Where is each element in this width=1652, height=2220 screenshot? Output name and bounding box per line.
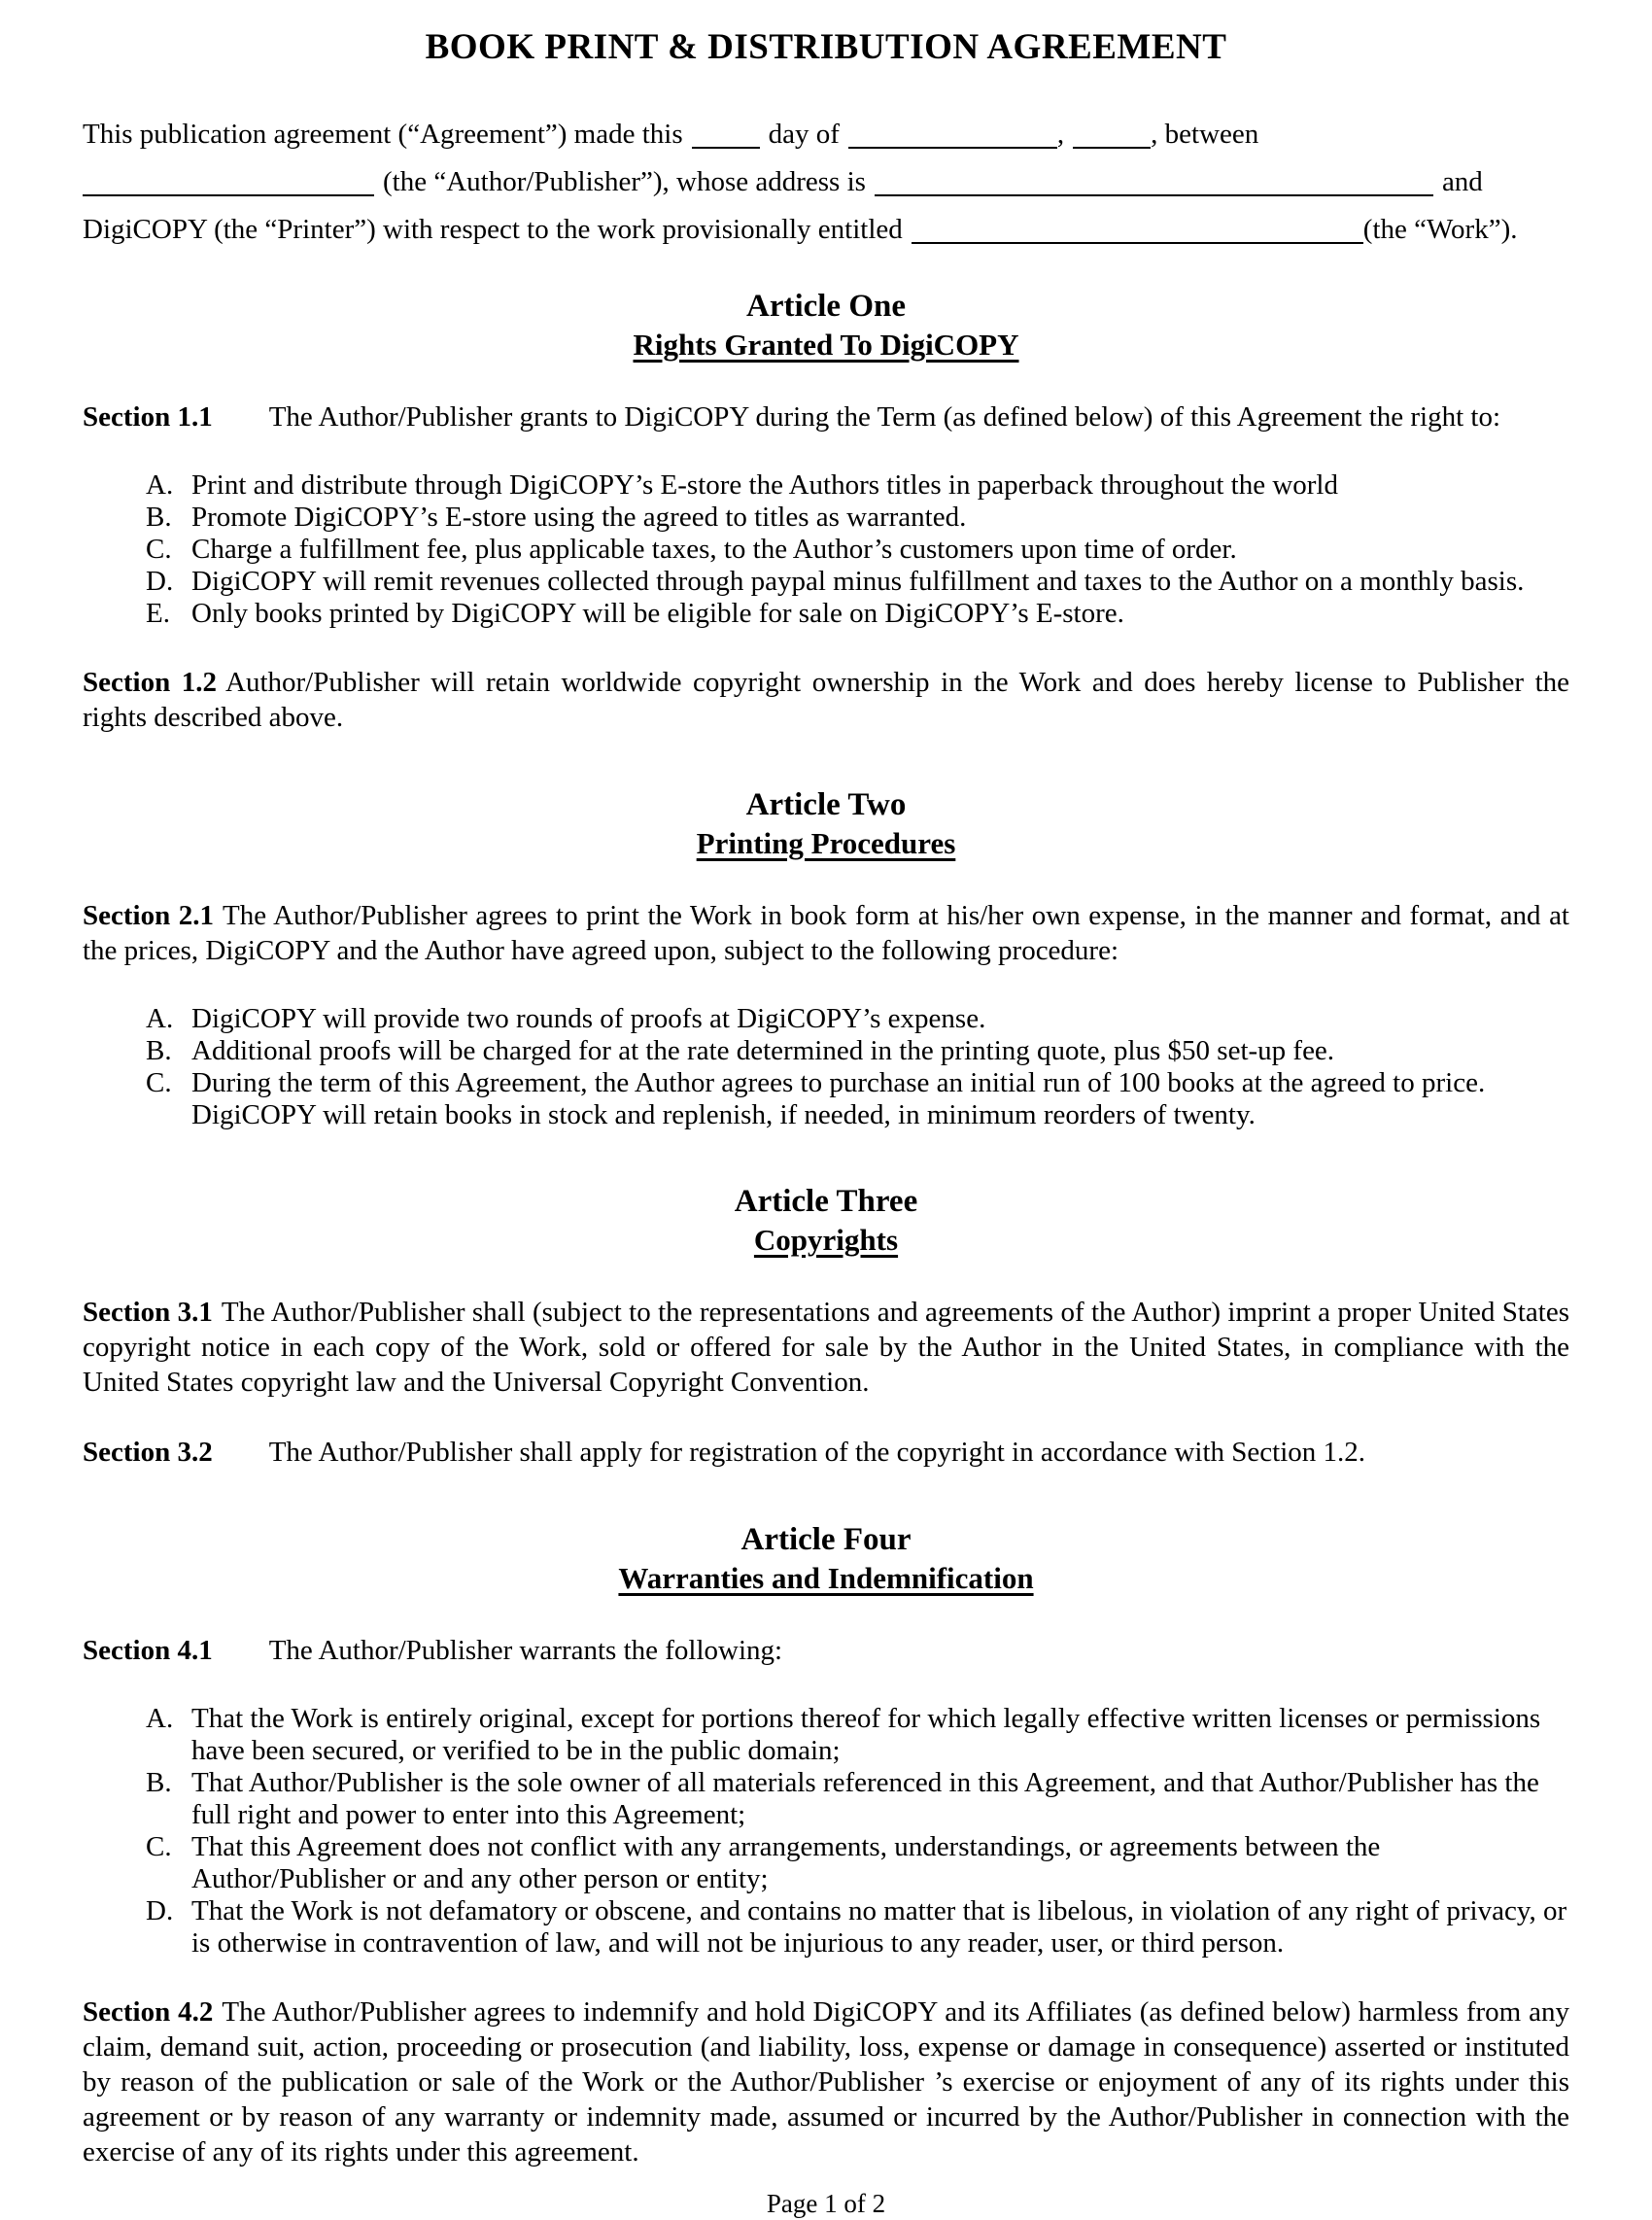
article-two-list	[146, 1003, 1569, 1131]
blank-year	[1073, 120, 1151, 149]
section-1-2-text: Author/Publisher will retain worldwide copyright ownership in the Work and does hereby license to Publisher the rights described above.	[83, 667, 1569, 733]
intro-line-3	[83, 206, 1569, 254]
list-item	[146, 1067, 1569, 1131]
intro-line-3-text-b: (the “Work”).	[1362, 214, 1518, 245]
intro-paragraph	[83, 111, 1569, 254]
list-item-text: DigiCOPY will remit revenues collected through paypal minus fulfillment and taxes to the Author on a monthly basis.	[191, 566, 1525, 597]
article-four-title: Article Four	[740, 1522, 912, 1557]
list-item	[146, 1767, 1569, 1831]
list-item-text	[191, 1067, 1569, 1131]
blank-day	[692, 120, 760, 149]
list-item-text: Charge a fulfillment fee, plus applicable taxes, to the Author’s customers upon time of order.	[191, 534, 1237, 565]
article-four-heading	[83, 1520, 1569, 1598]
section-1-2-label: Section 1.2	[83, 667, 217, 698]
list-item	[146, 502, 1569, 534]
article-four-subtitle: Warranties and Indemnification	[618, 1561, 1034, 1595]
section-3-2-label: Section 3.2	[83, 1437, 213, 1468]
article-three-heading	[83, 1182, 1569, 1260]
article-one-subtitle: Rights Granted To DigiCOPY	[633, 328, 1019, 362]
list-item	[146, 1003, 1569, 1035]
page-number-footer: Page 1 of 2	[766, 2189, 886, 2218]
section-3-1-label: Section 3.1	[83, 1297, 213, 1328]
section-1-2	[83, 665, 1569, 735]
article-one-heading	[83, 287, 1569, 364]
list-item-letter: B.	[146, 1767, 172, 1798]
article-two-subtitle: Printing Procedures	[696, 826, 956, 860]
section-4-2-text: The Author/Publisher agrees to indemnify and hold DigiCOPY and its Affiliates (as defined below) harmless from any claim, demand suit, action, proceeding or prosecution (and liability, loss, expense or damage in consequence) asserted or instituted by reason of the publication or sale of the Work or the Author/Publisher ’s exercise or enjoyment of any of its rights under this agreement or by reason of any warranty or indemnity made, assumed or incurred by the Author/Publisher in connection with the exercise of any of its rights under this agreement.	[83, 1996, 1569, 2168]
list-item-letter: E.	[146, 598, 170, 629]
section-1-1-label: Section 1.1	[83, 401, 213, 433]
section-2-1	[83, 898, 1569, 968]
list-item-text: That this Agreement does not conflict with any arrangements, understandings, or agreements between the Author/Publisher or and any other person or entity;	[191, 1831, 1381, 1894]
intro-line-1-text-c: ,	[1056, 119, 1065, 150]
intro-line-1-text-a: This publication agreement (“Agreement”) made this	[83, 119, 683, 150]
list-item	[146, 534, 1569, 566]
list-item	[146, 1035, 1569, 1067]
section-4-2	[83, 1995, 1569, 2169]
list-item-text: Only books printed by DigiCOPY will be eligible for sale on DigiCOPY’s E-store.	[191, 598, 1124, 629]
article-one-list	[146, 469, 1569, 630]
list-item	[146, 469, 1569, 502]
intro-line-2-text-b: and	[1441, 166, 1483, 197]
article-three-subtitle: Copyrights	[753, 1223, 899, 1257]
list-item-letter: B.	[146, 502, 172, 533]
intro-line-1	[83, 111, 1569, 158]
blank-author-name	[83, 167, 374, 196]
article-two-heading	[83, 785, 1569, 863]
blank-month	[848, 120, 1057, 149]
list-item-letter: A.	[146, 1703, 174, 1734]
section-1-1-text: The Author/Publisher grants to DigiCOPY during the Term (as defined below) of this Agreement the right to:	[268, 401, 1501, 433]
intro-line-2	[83, 158, 1569, 206]
list-item	[146, 566, 1569, 598]
article-two-title: Article Two	[745, 787, 907, 822]
list-item-text: That the Work is entirely original, except for portions thereof for which legally effective written licenses or permissions have been secured, or verified to be in the public domain;	[191, 1703, 1541, 1766]
list-item	[146, 598, 1569, 630]
section-3-2	[83, 1435, 1569, 1470]
section-2-1-label: Section 2.1	[83, 900, 215, 931]
list-item-letter: C.	[146, 534, 172, 565]
list-item-text: Additional proofs will be charged for at the rate determined in the printing quote, plus $50 set-up fee.	[191, 1035, 1335, 1066]
blank-address	[875, 167, 1433, 196]
list-item	[146, 1895, 1569, 1960]
list-item-text: Print and distribute through DigiCOPY’s E-store the Authors titles in paperback throughout the world	[191, 469, 1338, 501]
list-item	[146, 1703, 1569, 1767]
list-item-text: Promote DigiCOPY’s E-store using the agreed to titles as warranted.	[191, 502, 967, 533]
list-item-letter: B.	[146, 1035, 172, 1066]
section-3-1	[83, 1295, 1569, 1400]
document-title: BOOK PRINT & DISTRIBUTION AGREEMENT	[425, 27, 1227, 67]
list-item-letter: C.	[146, 1067, 172, 1098]
list-item-letter: A.	[146, 469, 174, 501]
section-4-1-text: The Author/Publisher warrants the following:	[268, 1635, 783, 1666]
list-item-text-line-2: DigiCOPY will retain books in stock and replenish, if needed, in minimum reorders of twenty.	[191, 1099, 1256, 1130]
section-4-1-label: Section 4.1	[83, 1635, 213, 1666]
article-one-title: Article One	[745, 289, 907, 324]
list-item-letter: D.	[146, 1895, 174, 1926]
section-1-1	[83, 399, 1569, 434]
blank-work-title	[912, 215, 1363, 244]
list-item-letter: C.	[146, 1831, 172, 1862]
section-2-1-text: The Author/Publisher agrees to print the Work in book form at his/her own expense, in the manner and format, and at the prices, DigiCOPY and the Author have agreed upon, subject to the following procedure:	[83, 900, 1569, 966]
article-three-title: Article Three	[734, 1184, 918, 1219]
list-item-letter: A.	[146, 1003, 174, 1034]
list-item-text: That Author/Publisher is the sole owner of all materials referenced in this Agreement, and that Author/Publisher has the full right and power to enter into this Agreement;	[191, 1767, 1539, 1830]
intro-line-1-text-b: day of	[768, 119, 840, 150]
intro-line-1-text-d: , between	[1151, 119, 1259, 150]
section-4-2-label: Section 4.2	[83, 1996, 214, 2028]
intro-line-3-text-a: DigiCOPY (the “Printer”) with respect to the work provisionally entitled	[83, 214, 903, 245]
section-3-2-text: The Author/Publisher shall apply for registration of the copyright in accordance with Section 1.2.	[268, 1437, 1366, 1468]
list-item-text: That the Work is not defamatory or obscene, and contains no matter that is libelous, in violation of any right of privacy, or is otherwise in contravention of law, and will not be injurious to any reader, user, or third person.	[191, 1895, 1567, 1959]
list-item-text-line-1: During the term of this Agreement, the Author agrees to purchase an initial run of 100 books at the agreed to price.	[191, 1067, 1486, 1098]
section-4-1	[83, 1633, 1569, 1668]
intro-line-2-text-a: (the “Author/Publisher”), whose address is	[383, 166, 866, 197]
list-item-letter: D.	[146, 566, 174, 597]
article-four-list	[146, 1703, 1569, 1960]
section-3-1-text: The Author/Publisher shall (subject to the representations and agreements of the Author) imprint a proper United States copyright notice in each copy of the Work, sold or offered for sale by the Author in the United States, in compliance with the United States copyright law and the Universal Copyright Convention.	[83, 1297, 1570, 1398]
list-item	[146, 1831, 1569, 1895]
list-item-text: DigiCOPY will provide two rounds of proofs at DigiCOPY’s expense.	[191, 1003, 986, 1034]
